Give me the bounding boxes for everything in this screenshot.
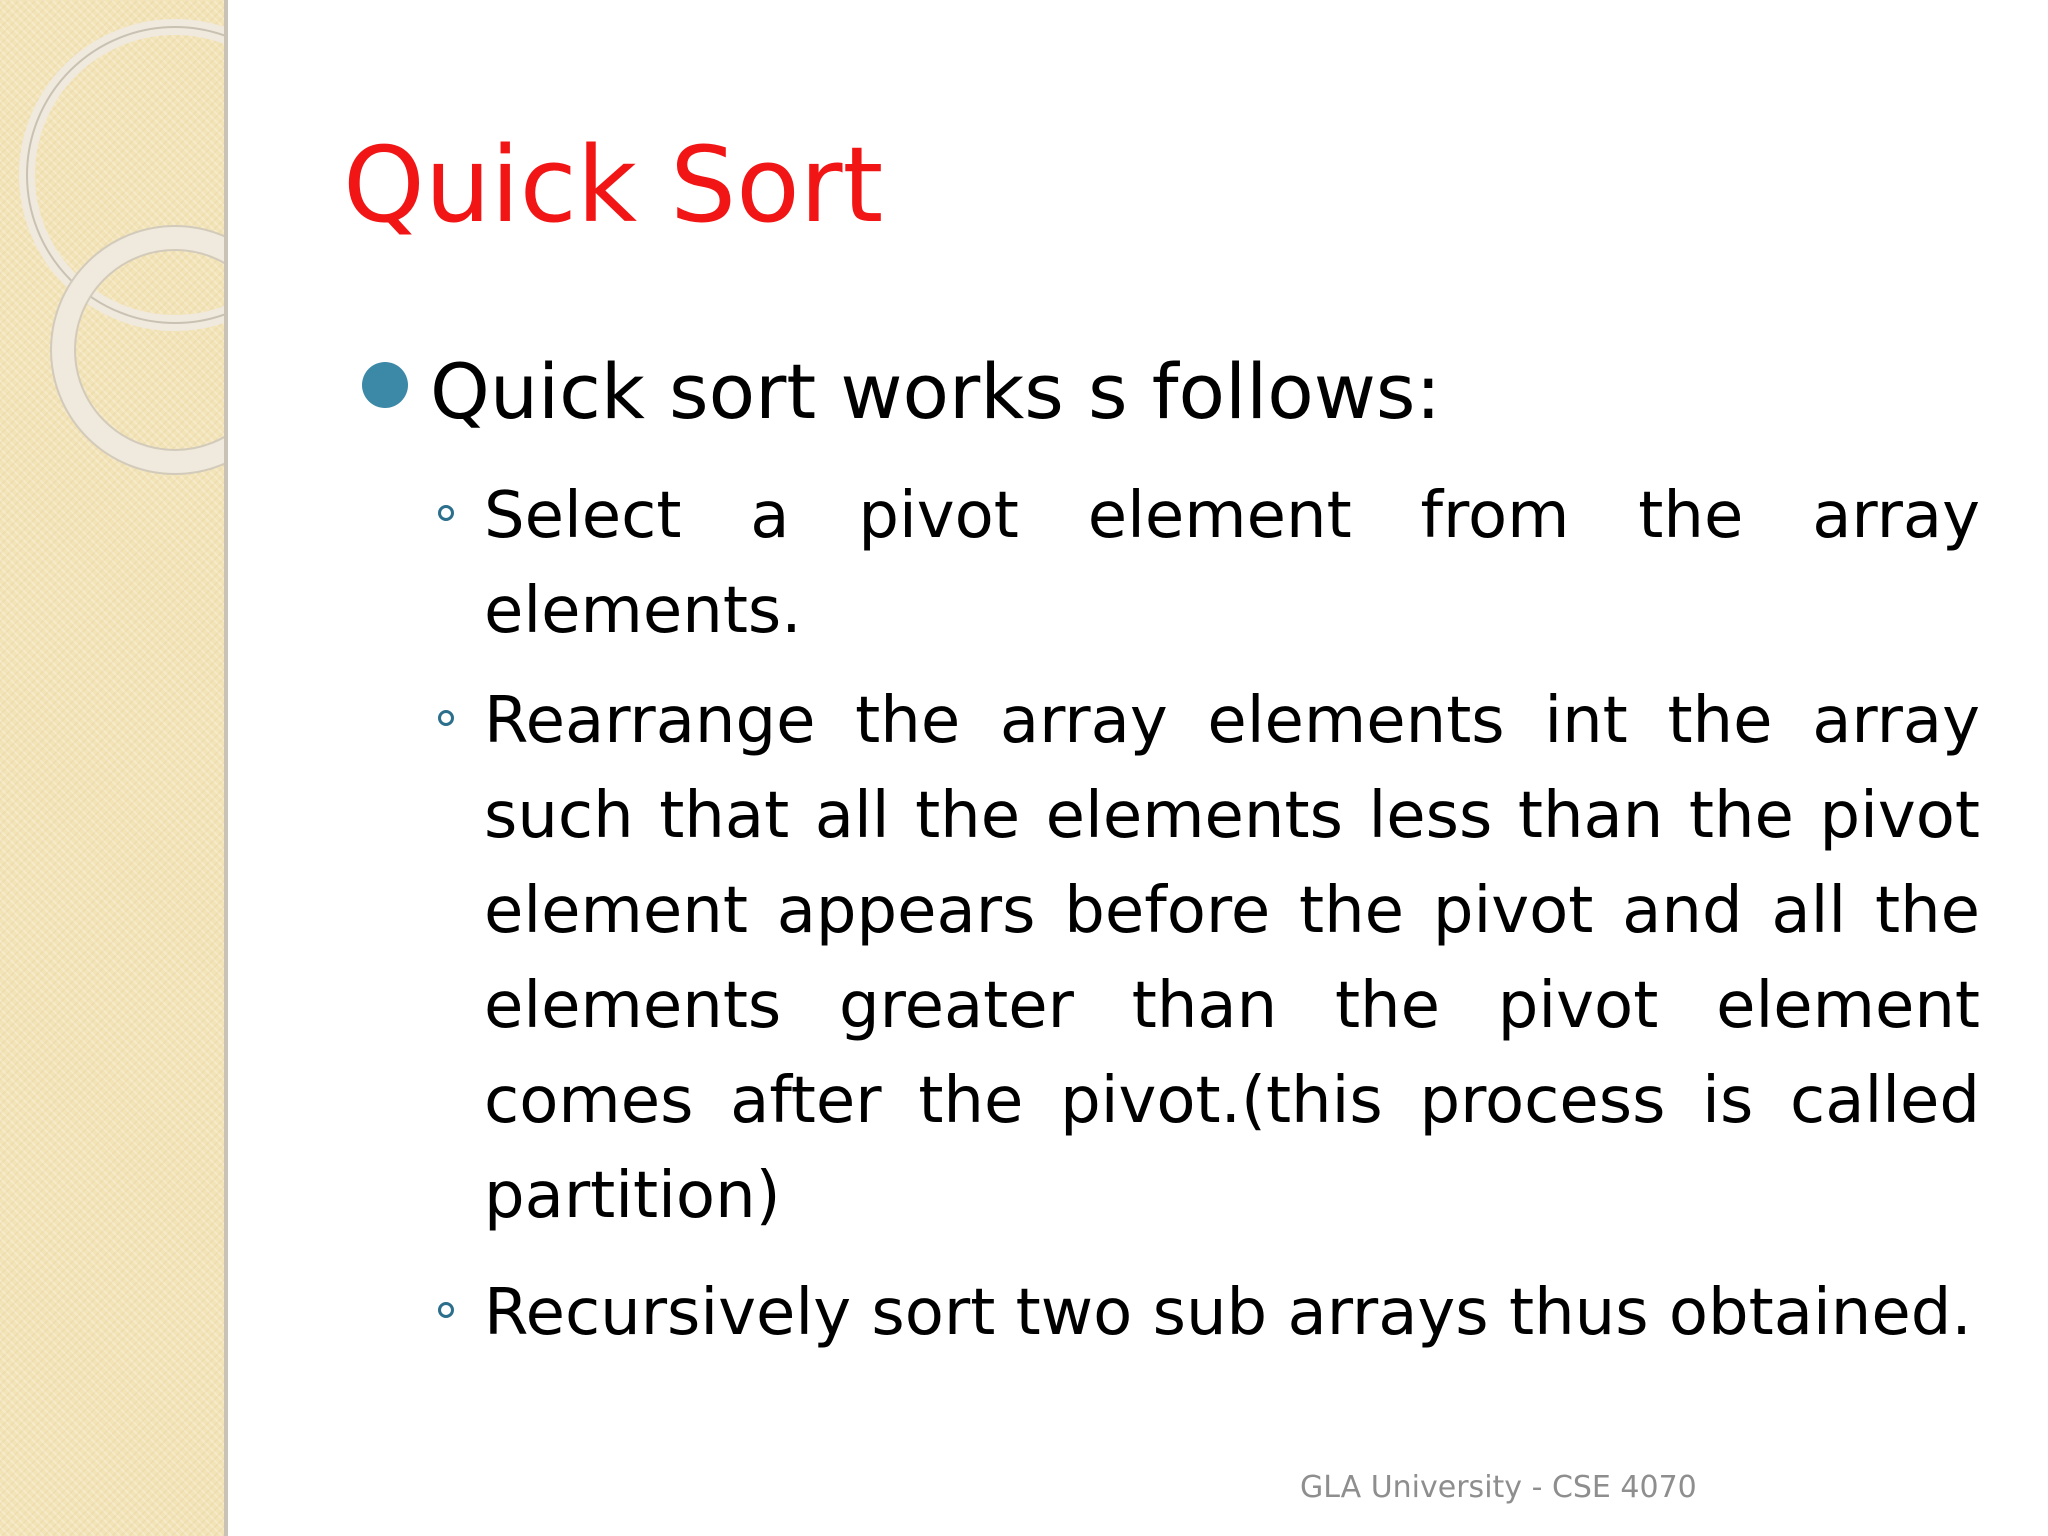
sub-bullet-circle-icon bbox=[438, 710, 454, 726]
subitem-rearrange: Rearrange the array elements int the array such that all the elements less than the pivot element appears before the pivot and all the elements greater than the pivot element comes after the pivot.(this process is called partition) bbox=[484, 684, 1980, 1233]
sidebar-divider bbox=[224, 0, 228, 1536]
subitem-recursive-sort: Recursively sort two sub arrays thus obtained. bbox=[484, 1276, 1972, 1350]
slide-title: Quick Sort bbox=[343, 124, 884, 246]
decorative-sidebar bbox=[0, 0, 224, 1536]
sub-bullet-circle-icon bbox=[438, 505, 454, 521]
subitem-select-pivot: Select a pivot element from the array elements. bbox=[484, 479, 1980, 648]
bullet-dot-icon bbox=[362, 362, 408, 408]
slide-footer: GLA University - CSE 4070 bbox=[1300, 1470, 1697, 1505]
main-bullet-text: Quick sort works s follows: bbox=[430, 347, 1442, 436]
decorative-rings-icon bbox=[0, 0, 224, 520]
sub-bullet-circle-icon bbox=[438, 1302, 454, 1318]
